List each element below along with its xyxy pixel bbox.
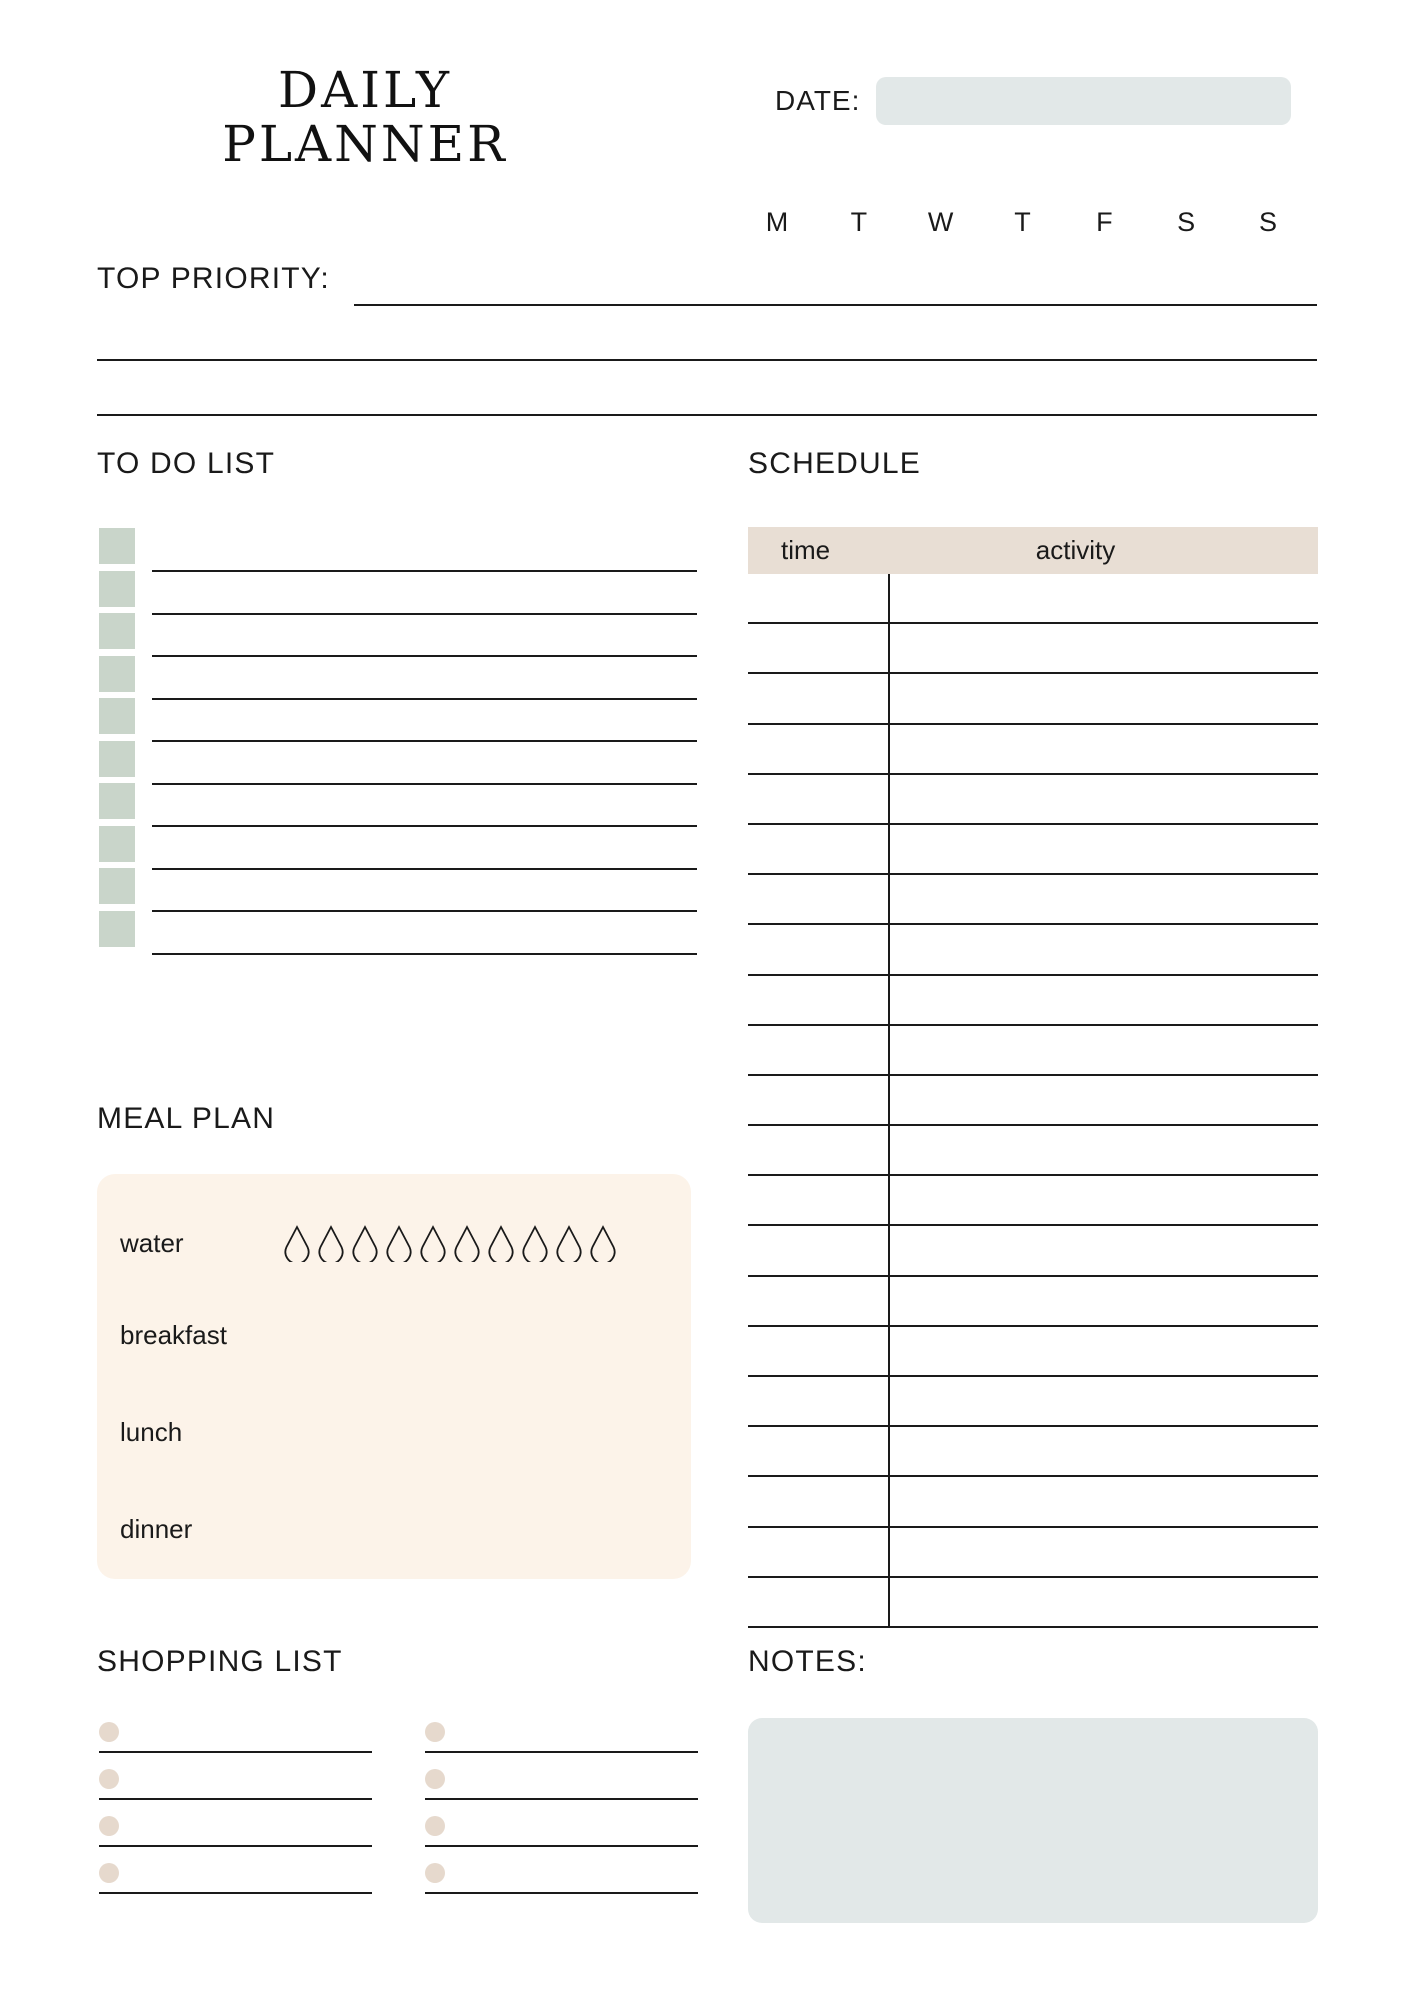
weekday-friday[interactable]: F	[1096, 207, 1113, 237]
todo-item	[99, 826, 699, 869]
schedule-cell-divider	[888, 624, 890, 672]
schedule-row[interactable]	[748, 1176, 1318, 1226]
schedule-cell-divider	[888, 825, 890, 873]
breakfast-row[interactable]	[120, 1320, 227, 1351]
page-title	[140, 63, 590, 171]
shopping-write-line[interactable]	[99, 1845, 372, 1847]
water-row	[120, 1224, 618, 1262]
shopping-list-right-column	[425, 1718, 698, 1906]
schedule-cell-divider	[888, 1327, 890, 1375]
schedule-row[interactable]	[748, 725, 1318, 775]
water-drop-icon[interactable]	[588, 1224, 618, 1262]
schedule-table-body	[748, 574, 1318, 1628]
schedule-row[interactable]	[748, 1477, 1318, 1527]
shopping-list-item	[99, 1859, 372, 1906]
schedule-row[interactable]	[748, 674, 1318, 724]
schedule-cell-divider	[888, 1377, 890, 1425]
todo-checkbox[interactable]	[99, 698, 135, 734]
weekday-monday[interactable]: M	[765, 207, 789, 237]
schedule-heading: SCHEDULE	[748, 447, 921, 480]
bullet-dot-icon[interactable]	[425, 1863, 445, 1883]
schedule-row[interactable]	[748, 624, 1318, 674]
schedule-row[interactable]	[748, 825, 1318, 875]
schedule-cell-divider	[888, 674, 890, 722]
top-priority-line-2[interactable]	[97, 359, 1317, 361]
date-input[interactable]	[876, 77, 1291, 125]
bullet-dot-icon[interactable]	[425, 1769, 445, 1789]
schedule-cell-divider	[888, 1578, 890, 1626]
schedule-row[interactable]	[748, 875, 1318, 925]
shopping-list-heading: SHOPPING LIST	[97, 1645, 343, 1678]
title-line-one: DAILY	[278, 61, 452, 119]
todo-item	[99, 741, 699, 784]
todo-item	[99, 911, 699, 954]
todo-checkbox[interactable]	[99, 741, 135, 777]
schedule-cell-divider	[888, 1176, 890, 1224]
shopping-write-line[interactable]	[425, 1845, 698, 1847]
schedule-column-activity: activity	[1035, 535, 1116, 565]
bullet-dot-icon[interactable]	[99, 1722, 119, 1742]
title-line-two: PLANNER	[222, 115, 508, 173]
schedule-column-time: time	[781, 535, 831, 565]
date-label: DATE:	[775, 85, 861, 116]
shopping-write-line[interactable]	[99, 1798, 372, 1800]
bullet-dot-icon[interactable]	[99, 1816, 119, 1836]
water-droplet-tracker	[282, 1224, 618, 1262]
schedule-row[interactable]	[748, 574, 1318, 624]
shopping-write-line[interactable]	[425, 1798, 698, 1800]
schedule-row[interactable]	[748, 1126, 1318, 1176]
lunch-label: lunch	[120, 1417, 183, 1447]
meal-plan-heading: MEAL PLAN	[97, 1102, 276, 1135]
weekday-selector	[760, 207, 1285, 238]
water-drop-icon[interactable]	[350, 1224, 380, 1262]
schedule-row[interactable]	[748, 1026, 1318, 1076]
todo-list	[99, 528, 699, 953]
schedule-row[interactable]	[748, 1277, 1318, 1327]
weekday-sunday[interactable]: S	[1258, 207, 1277, 237]
shopping-list-item	[99, 1812, 372, 1859]
weekday-saturday[interactable]: S	[1177, 207, 1196, 237]
top-priority-label: TOP PRIORITY:	[97, 262, 330, 295]
lunch-row[interactable]	[120, 1417, 182, 1448]
schedule-row[interactable]	[748, 925, 1318, 975]
bullet-dot-icon[interactable]	[425, 1816, 445, 1836]
shopping-write-line[interactable]	[425, 1751, 698, 1753]
schedule-cell-divider	[888, 1528, 890, 1576]
schedule-cell-divider	[888, 976, 890, 1024]
top-priority-line-1[interactable]	[354, 304, 1317, 306]
todo-item	[99, 783, 699, 826]
todo-checkbox[interactable]	[99, 783, 135, 819]
schedule-table-header	[748, 527, 1318, 574]
todo-item	[99, 656, 699, 699]
todo-checkbox[interactable]	[99, 656, 135, 692]
schedule-row[interactable]	[748, 775, 1318, 825]
meal-plan-box	[97, 1174, 691, 1579]
notes-input[interactable]	[748, 1718, 1318, 1923]
schedule-row[interactable]	[748, 1327, 1318, 1377]
schedule-cell-divider	[888, 1076, 890, 1124]
schedule-cell-divider	[888, 925, 890, 973]
schedule-row[interactable]	[748, 1427, 1318, 1477]
water-drop-icon[interactable]	[282, 1224, 312, 1262]
breakfast-label: breakfast	[120, 1320, 227, 1350]
schedule-row[interactable]	[748, 1076, 1318, 1126]
shopping-list-item	[425, 1812, 698, 1859]
shopping-write-line[interactable]	[425, 1892, 698, 1894]
date-row	[775, 77, 1291, 125]
water-drop-icon[interactable]	[486, 1224, 516, 1262]
shopping-list-item	[425, 1765, 698, 1812]
todo-checkbox[interactable]	[99, 528, 135, 564]
todo-list-heading: TO DO LIST	[97, 447, 276, 480]
water-drop-icon[interactable]	[520, 1224, 550, 1262]
shopping-list-item	[425, 1859, 698, 1906]
todo-checkbox[interactable]	[99, 826, 135, 862]
shopping-list-item	[99, 1765, 372, 1812]
schedule-cell-divider	[888, 574, 890, 622]
schedule-cell-divider	[888, 775, 890, 823]
dinner-label: dinner	[120, 1514, 193, 1544]
schedule-row[interactable]	[748, 1226, 1318, 1276]
water-label: water	[120, 1227, 184, 1258]
bullet-dot-icon[interactable]	[425, 1722, 445, 1742]
todo-item	[99, 613, 699, 656]
shopping-list	[99, 1718, 699, 1906]
todo-checkbox[interactable]	[99, 911, 135, 947]
header	[0, 55, 1414, 237]
schedule-cell-divider	[888, 1277, 890, 1325]
shopping-list-item	[99, 1718, 372, 1765]
water-drop-icon[interactable]	[554, 1224, 584, 1262]
todo-item	[99, 571, 699, 614]
schedule-cell-divider	[888, 725, 890, 773]
todo-checkbox[interactable]	[99, 571, 135, 607]
schedule-cell-divider	[888, 875, 890, 923]
water-drop-icon[interactable]	[452, 1224, 482, 1262]
schedule-cell-divider	[888, 1126, 890, 1174]
shopping-list-item	[425, 1718, 698, 1765]
schedule-row[interactable]	[748, 1578, 1318, 1628]
schedule-row[interactable]	[748, 1377, 1318, 1427]
todo-checkbox[interactable]	[99, 613, 135, 649]
todo-item	[99, 868, 699, 911]
weekday-thursday[interactable]: T	[1014, 207, 1031, 237]
notes-heading: NOTES:	[748, 1645, 867, 1678]
schedule-cell-divider	[888, 1026, 890, 1074]
schedule-cell-divider	[888, 1226, 890, 1274]
todo-item	[99, 528, 699, 571]
schedule-cell-divider	[888, 1477, 890, 1525]
todo-checkbox[interactable]	[99, 868, 135, 904]
todo-write-line[interactable]	[152, 953, 697, 955]
shopping-list-left-column	[99, 1718, 372, 1906]
water-drop-icon[interactable]	[384, 1224, 414, 1262]
top-priority-line-3[interactable]	[97, 414, 1317, 416]
shopping-write-line[interactable]	[99, 1892, 372, 1894]
shopping-write-line[interactable]	[99, 1751, 372, 1753]
dinner-row[interactable]	[120, 1514, 192, 1545]
schedule-table	[748, 527, 1318, 1628]
water-drop-icon[interactable]	[316, 1224, 346, 1262]
weekday-tuesday[interactable]: T	[850, 207, 868, 237]
schedule-cell-divider	[888, 1427, 890, 1475]
schedule-row[interactable]	[748, 1528, 1318, 1578]
todo-item	[99, 698, 699, 741]
water-drop-icon[interactable]	[418, 1224, 448, 1262]
weekday-wednesday[interactable]: W	[927, 207, 954, 237]
bullet-dot-icon[interactable]	[99, 1769, 119, 1789]
schedule-row[interactable]	[748, 976, 1318, 1026]
bullet-dot-icon[interactable]	[99, 1863, 119, 1883]
